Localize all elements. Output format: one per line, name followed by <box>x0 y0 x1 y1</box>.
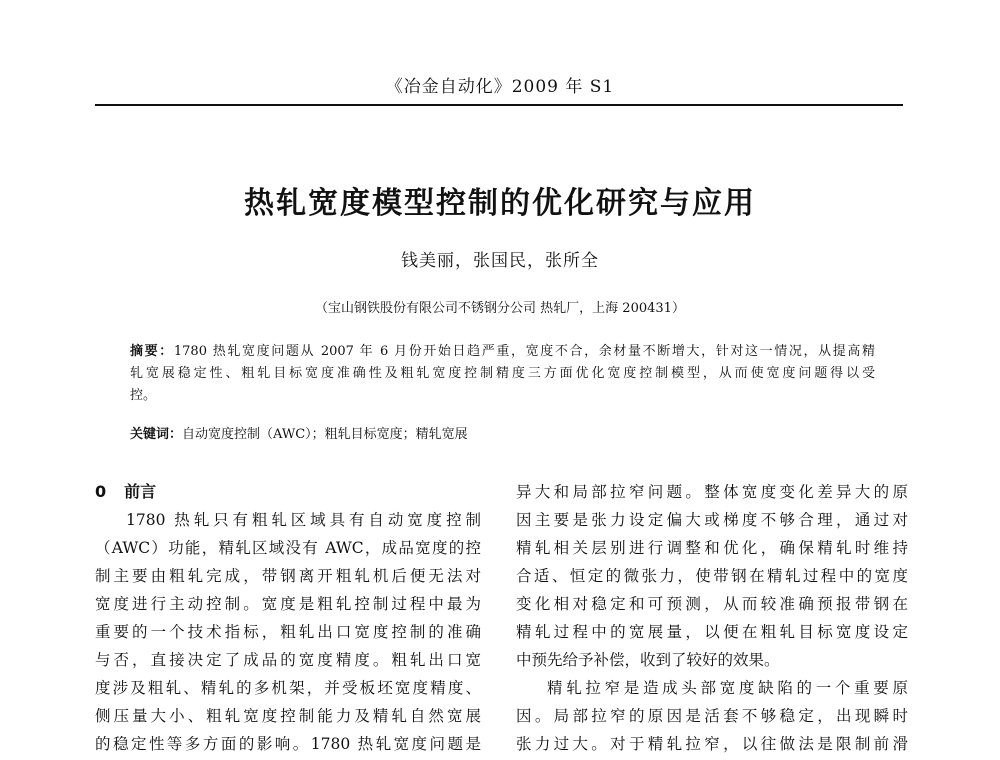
section-number: 0 <box>95 482 107 501</box>
section-heading <box>95 478 481 506</box>
body-right-line: 合适、恒定的微张力，使带钢在精轧过程中的宽度 <box>516 567 908 585</box>
body-column-right <box>516 478 908 758</box>
body-left-line: 的稳定性等多方面的影响。1780 热轧宽度问题是 <box>95 735 481 753</box>
body-right-line: 中预先给予补偿，收到了较好的效果。 <box>516 651 780 669</box>
body-right-line: 精轧拉窄是造成头部宽度缺陷的一个重要原 <box>547 679 908 697</box>
authors: 钱美丽，张国民，张所全 <box>401 251 599 271</box>
body-right-line: 因主要是张力设定偏大或梯度不够合理，通过对 <box>516 511 908 529</box>
keywords-text: 自动宽度控制（AWC）；粗轧目标宽度；精轧宽展 <box>182 427 468 442</box>
header-rule <box>95 104 903 106</box>
body-right-line: 张力过大。对于精轧拉窄，以往做法是限制前滑 <box>516 735 908 753</box>
body-left-line: 度涉及粗轧、精轧的多机架，并受板坯宽度精度、 <box>95 679 481 697</box>
body-right-line: 异大和局部拉窄问题。整体宽度变化差异大的原 <box>516 483 908 501</box>
abstract-line-2: 轧宽展稳定性、粗轧目标宽度准确性及粗轧宽度控制精度三方面优化宽度控制模型，从而使宽度问题得以受 <box>130 366 875 381</box>
paper-title: 热轧宽度模型控制的优化研究与应用 <box>244 186 756 221</box>
body-left-line: 与否，直接决定了成品的宽度精度。粗轧出口宽 <box>95 651 481 669</box>
body-right-line: 精轧过程中的宽展量，以便在粗轧目标宽度设定 <box>516 623 908 641</box>
body-column-left <box>95 478 481 758</box>
body-left-line: 制主要由粗轧完成，带钢离开粗轧机后便无法对 <box>95 567 481 585</box>
body-left-line: 重要的一个技术指标，粗轧出口宽度控制的准确 <box>95 623 481 641</box>
affiliation: （宝山钢铁股份有限公司不锈钢分公司 热轧厂，上海 200431） <box>315 301 685 316</box>
abstract-line-1 <box>130 341 875 363</box>
body-right-line: 因。局部拉窄的原因是活套不够稳定，出现瞬时 <box>516 707 908 725</box>
section-title: 前言 <box>124 482 157 501</box>
keywords-label: 关键词： <box>130 427 183 442</box>
abstract <box>130 341 875 407</box>
body-left-line: 1780 热轧只有粗轧区域具有自动宽度控制 <box>126 511 481 529</box>
keywords <box>130 424 875 446</box>
journal-header: 《冶金自动化》2009 年 S1 <box>385 77 615 97</box>
abstract-label: 摘要： <box>130 344 174 359</box>
body-left-line: （AWC）功能，精轧区域没有 AWC，成品宽度的控 <box>95 539 481 557</box>
body-right-line: 精轧相关层别进行调整和优化，确保精轧时维持 <box>516 539 908 557</box>
body-right-line: 变化相对稳定和可预测，从而较准确预报带钢在 <box>516 595 908 613</box>
body-left-line: 侧压量大小、粗轧宽度控制能力及精轧自然宽展 <box>95 707 481 725</box>
abstract-text-1: 1780 热轧宽度问题从 2007 年 6 月份开始日趋严重，宽度不合，余材量不断增大，针对这一情况，从提高精 <box>173 344 875 359</box>
abstract-line-3: 控。 <box>130 388 157 403</box>
body-left-line: 宽度进行主动控制。宽度是粗轧控制过程中最为 <box>95 595 481 613</box>
